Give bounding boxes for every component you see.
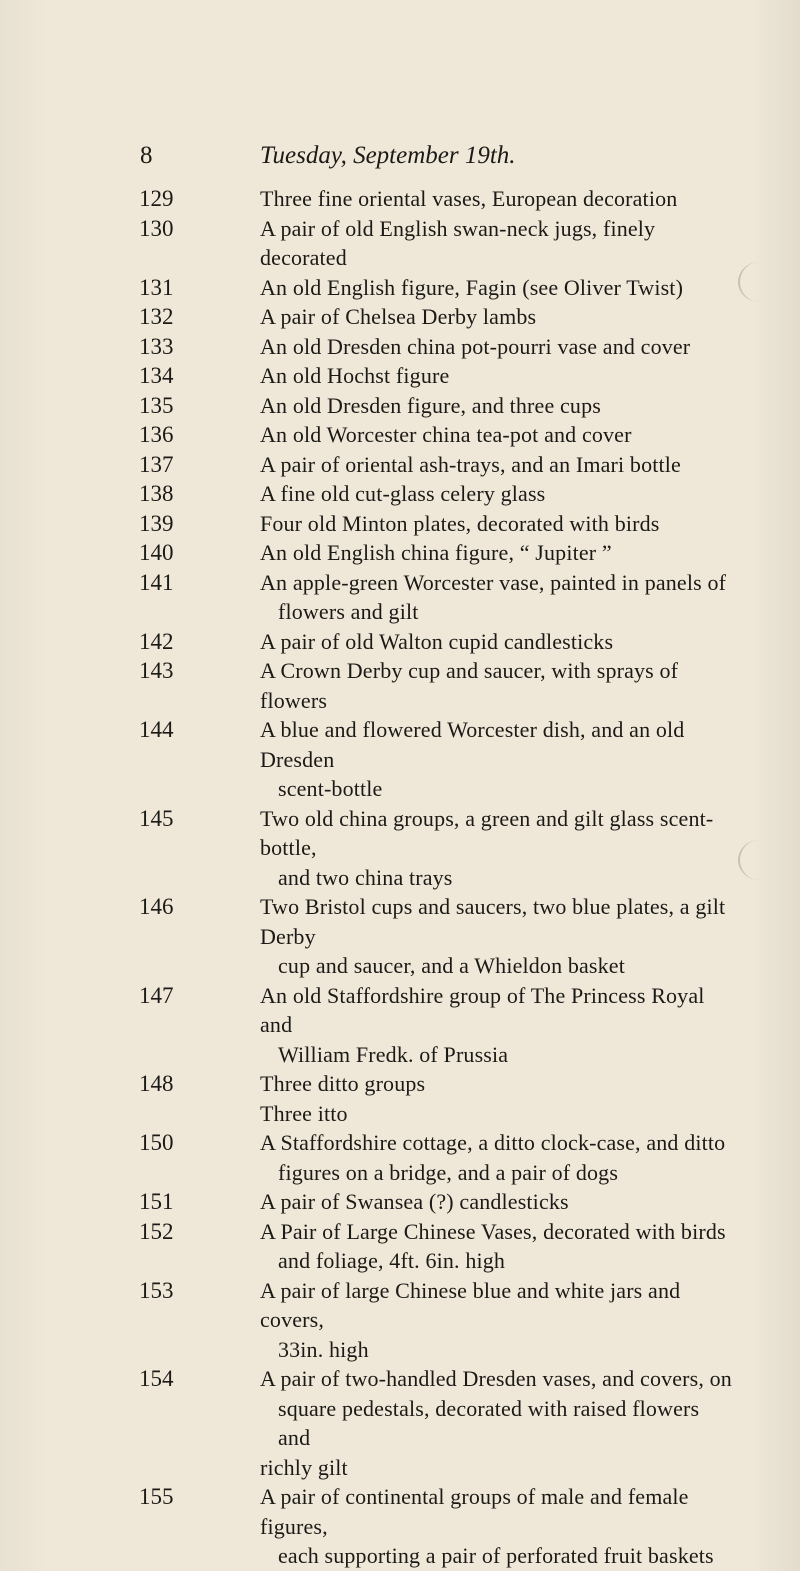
lot-number: 137 (139, 451, 174, 477)
lot-entry (0, 1187, 800, 1217)
lot-entry (0, 302, 800, 332)
lot-description (260, 1069, 735, 1099)
lot-entry (0, 1453, 800, 1483)
lot-description (260, 892, 735, 981)
lot-description-line: Three itto (260, 1100, 348, 1126)
lot-number: 131 (139, 274, 174, 300)
page-number: 8 (140, 142, 153, 169)
lot-description (260, 361, 735, 391)
lot-entry (0, 420, 800, 450)
lot-description-line: richly gilt (260, 1454, 348, 1480)
lot-description-line: A pair of continental groups of male and female figures, (260, 1484, 689, 1539)
lot-description-continuation: William Fredk. of Prussia (278, 1041, 509, 1067)
lot-entry (0, 892, 800, 981)
lot-description (260, 1364, 735, 1453)
lot-number: 135 (139, 392, 174, 418)
lot-description (260, 1128, 735, 1187)
lot-entry (0, 1128, 800, 1187)
lot-description-continuation: each supporting a pair of perforated fruit baskets (278, 1543, 714, 1568)
lot-entry (0, 1099, 800, 1129)
lot-number: 133 (139, 333, 174, 359)
lot-number: 141 (139, 569, 174, 595)
lot-description-line: Two Bristol cups and saucers, two blue plates, a gilt Derby (260, 894, 726, 949)
lot-entry (0, 184, 800, 214)
lot-entry (0, 804, 800, 893)
lot-description (260, 214, 735, 273)
lot-number: 144 (139, 717, 174, 742)
lot-description-line: A Staffordshire cottage, a ditto clock-case, and ditto (260, 1130, 726, 1155)
lot-description (260, 332, 735, 362)
lot-number: 145 (139, 805, 174, 831)
lot-description-continuation: cup and saucer, and a Whieldon basket (278, 953, 625, 978)
lot-number: 143 (139, 658, 174, 683)
lot-description (260, 450, 735, 480)
lot-description (260, 273, 735, 303)
lot-description (260, 1217, 735, 1276)
lot-description-line: An old English china figure, “ Jupiter ” (260, 540, 612, 565)
lot-description-line: Two old china groups, a green and gilt glass scent-bottle, (260, 805, 714, 860)
lot-description-continuation: flowers and gilt (278, 599, 419, 624)
lot-entry (0, 214, 800, 273)
lot-number: 138 (139, 481, 174, 506)
lot-entry (0, 1276, 800, 1365)
page-header: Tuesday, September 19th. (260, 142, 516, 169)
margin-mark (738, 262, 780, 302)
lot-description-line: A pair of Chelsea Derby lambs (260, 304, 537, 329)
lot-entry (0, 1069, 800, 1099)
lot-entry (0, 1364, 800, 1453)
lot-description-line: An old Staffordshire group of The Princess Royal and (260, 982, 705, 1037)
lot-description-continuation: 33in. high (278, 1336, 369, 1362)
lot-description-line: Three ditto groups (260, 1071, 426, 1096)
lot-description (260, 509, 735, 539)
lot-description-line: A pair of Swansea (?) candlesticks (260, 1189, 569, 1214)
lot-description-line: An apple-green Worcester vase, painted in panels of (260, 569, 727, 595)
lot-description-continuation: square pedestals, decorated with raised flowers and (278, 1395, 700, 1450)
lot-number: 154 (139, 1366, 174, 1391)
lot-entry (0, 450, 800, 480)
lot-number: 147 (139, 982, 174, 1008)
lot-description (260, 981, 735, 1070)
lot-number: 152 (139, 1218, 174, 1244)
lot-description (260, 715, 735, 804)
lot-description-line: A Pair of Large Chinese Vases, decorated with birds (260, 1218, 726, 1244)
lot-description-line: An old Hochst figure (260, 363, 450, 388)
lot-description (260, 804, 735, 893)
lot-entry (0, 715, 800, 804)
lot-number: 140 (139, 540, 174, 565)
margin-mark (738, 840, 780, 880)
lot-number: 134 (139, 363, 174, 388)
lot-description (260, 1276, 735, 1365)
lot-description (260, 391, 735, 421)
lot-description-line: An old Dresden figure, and three cups (260, 392, 601, 418)
lot-number: 130 (139, 215, 174, 241)
lot-number: 132 (139, 304, 174, 329)
lot-description-line: A blue and flowered Worcester dish, and an old Dresden (260, 717, 685, 772)
lot-description-continuation: and two china trays (278, 864, 453, 890)
lot-description-continuation: figures on a bridge, and a pair of dogs (278, 1159, 619, 1185)
lot-entry (0, 568, 800, 627)
lot-description-line: Three fine oriental vases, European decoration (260, 186, 678, 211)
lot-description-continuation: and foliage, 4ft. 6in. high (278, 1248, 506, 1273)
lot-description-line: An old Dresden china pot-pourri vase and cover (260, 333, 691, 359)
lot-entry (0, 479, 800, 509)
lot-entry (0, 509, 800, 539)
lot-description (260, 302, 735, 332)
lot-description (260, 538, 735, 568)
lot-list (0, 184, 800, 1571)
lot-description (260, 568, 735, 627)
lot-number: 136 (139, 422, 174, 447)
lot-number: 146 (139, 894, 174, 919)
lot-description-line: An old English figure, Fagin (see Oliver Twist) (260, 274, 684, 300)
lot-entry (0, 656, 800, 715)
lot-entry (0, 1217, 800, 1276)
lot-description-line: A pair of old Walton cupid candlesticks (260, 628, 614, 654)
lot-description-line: A pair of oriental ash-trays, and an Imari bottle (260, 451, 681, 477)
lot-description-line: An old Worcester china tea-pot and cover (260, 422, 632, 447)
lot-description (260, 1482, 735, 1571)
lot-description-line: A pair of old English swan-neck jugs, finely decorated (260, 215, 656, 270)
lot-description-line: A pair of large Chinese blue and white jars and covers, (260, 1277, 681, 1332)
lot-entry (0, 538, 800, 568)
lot-number: 155 (139, 1484, 174, 1509)
lot-description (260, 1099, 735, 1129)
lot-number: 150 (139, 1130, 174, 1155)
lot-entry (0, 332, 800, 362)
lot-description-line: A fine old cut-glass celery glass (260, 481, 546, 506)
lot-entry (0, 361, 800, 391)
lot-description (260, 1187, 735, 1217)
lot-description-line: A Crown Derby cup and saucer, with sprays of flowers (260, 658, 679, 713)
lot-entry (0, 627, 800, 657)
lot-description (260, 184, 735, 214)
lot-description-line: Four old Minton plates, decorated with birds (260, 510, 660, 536)
lot-entry (0, 273, 800, 303)
lot-description-continuation: scent-bottle (278, 776, 383, 801)
lot-number: 142 (139, 628, 174, 654)
lot-number: 129 (139, 186, 174, 211)
lot-number: 139 (139, 510, 174, 536)
lot-description (260, 627, 735, 657)
lot-entry (0, 391, 800, 421)
lot-number: 153 (139, 1277, 174, 1303)
lot-number: 148 (139, 1071, 174, 1096)
lot-description (260, 479, 735, 509)
lot-description (260, 420, 735, 450)
lot-description (260, 1453, 735, 1483)
lot-number: 151 (139, 1189, 174, 1214)
lot-description-line: A pair of two-handled Dresden vases, and covers, on (260, 1366, 732, 1391)
lot-description (260, 656, 735, 715)
lot-entry (0, 981, 800, 1070)
lot-entry (0, 1482, 800, 1571)
